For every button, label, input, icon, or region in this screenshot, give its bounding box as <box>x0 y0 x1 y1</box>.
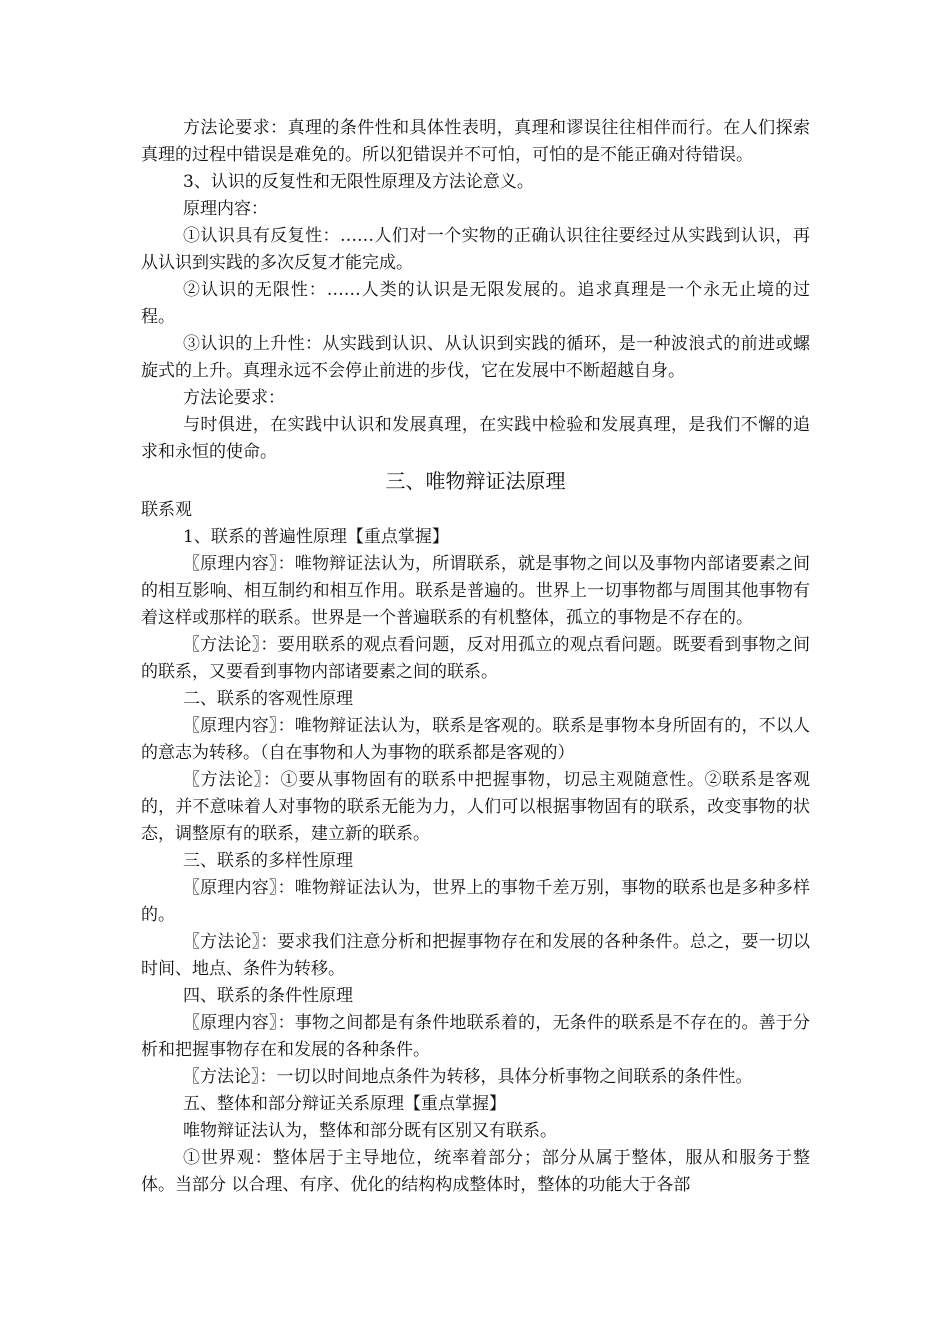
paragraph: 〖原理内容〗：唯物辩证法认为，世界上的事物千差万别，事物的联系也是多种多样的。 <box>141 878 810 925</box>
paragraph: 〖原理内容〗：唯物辩证法认为，所谓联系，就是事物之间以及事物内部诸要素之间的相互影响、相互制约和相互作用。联系是普遍的。世界上一切事物都与周围其他事物有着这样或那样的联系。世界是一个普遍联系的有机整体，孤立的事物是不存在的。 <box>141 554 810 628</box>
paragraph: 与时俱进，在实践中认识和发展真理，在实践中检验和发展真理，是我们不懈的追求和永恒的使命。 <box>141 415 810 462</box>
paragraph: 〖方法论〗：要求我们注意分析和把握事物存在和发展的各种条件。总之，要一切以时间、地点、条件为转移。 <box>141 932 810 979</box>
paragraph: 〖方法论〗：①要从事物固有的联系中把握事物，切忌主观随意性。②联系是客观的，并不意味着人对事物的联系无能为力，人们可以根据事物固有的联系，改变事物的状态，调整原有的联系，建立新的联系。 <box>141 770 810 844</box>
section-heading: 三、唯物辩证法原理 <box>385 469 566 493</box>
subsection-label: 联系观 <box>141 500 192 520</box>
paragraph: 五、整体和部分辩证关系原理【重点掌握】 <box>183 1094 506 1114</box>
paragraph: ①世界观：整体居于主导地位，统率着部分；部分从属于整体，服从和服务于整体。当部分 以合理、有序、优化的结构构成整体时，整体的功能大于各部 <box>141 1148 810 1195</box>
paragraph: ①认识具有反复性：……人们对一个实物的正确认识往往要经过从实践到认识，再从认识到实践的多次反复才能完成。 <box>141 226 810 273</box>
paragraph: 3、认识的反复性和无限性原理及方法论意义。 <box>183 172 534 192</box>
paragraph: 方法论要求： <box>183 388 285 408</box>
paragraph: ③认识的上升性：从实践到认识、从认识到实践的循环，是一种波浪式的前进或螺旋式的上升。真理永远不会停止前进的步伐，它在发展中不断超越自身。 <box>141 334 810 381</box>
paragraph: 〖原理内容〗：事物之间都是有条件地联系着的，无条件的联系是不存在的。善于分析和把握事物存在和发展的各种条件。 <box>141 1013 810 1060</box>
paragraph: 原理内容： <box>183 199 268 219</box>
paragraph: 1、联系的普遍性原理【重点掌握】 <box>183 527 449 547</box>
paragraph: 四、联系的条件性原理 <box>183 986 353 1006</box>
paragraph: ②认识的无限性：……人类的认识是无限发展的。追求真理是一个永无止境的过程。 <box>141 280 810 327</box>
paragraph: 唯物辩证法认为，整体和部分既有区别又有联系。 <box>183 1121 557 1141</box>
paragraph: 二、联系的客观性原理 <box>183 689 353 709</box>
paragraph: 三、联系的多样性原理 <box>183 851 353 871</box>
paragraph: 方法论要求：真理的条件性和具体性表明，真理和谬误往往相伴而行。在人们探索真理的过程中错误是难免的。所以犯错误并不可怕，可怕的是不能正确对待错误。 <box>141 118 810 165</box>
paragraph: 〖方法论〗：要用联系的观点看问题，反对用孤立的观点看问题。既要看到事物之间的联系，又要看到事物内部诸要素之间的联系。 <box>141 635 810 682</box>
paragraph: 〖原理内容〗：唯物辩证法认为，联系是客观的。联系是事物本身所固有的，不以人的意志为转移。（自在事物和人为事物的联系都是客观的） <box>141 716 810 763</box>
paragraph: 〖方法论〗：一切以时间地点条件为转移，具体分析事物之间联系的条件性。 <box>183 1067 753 1087</box>
